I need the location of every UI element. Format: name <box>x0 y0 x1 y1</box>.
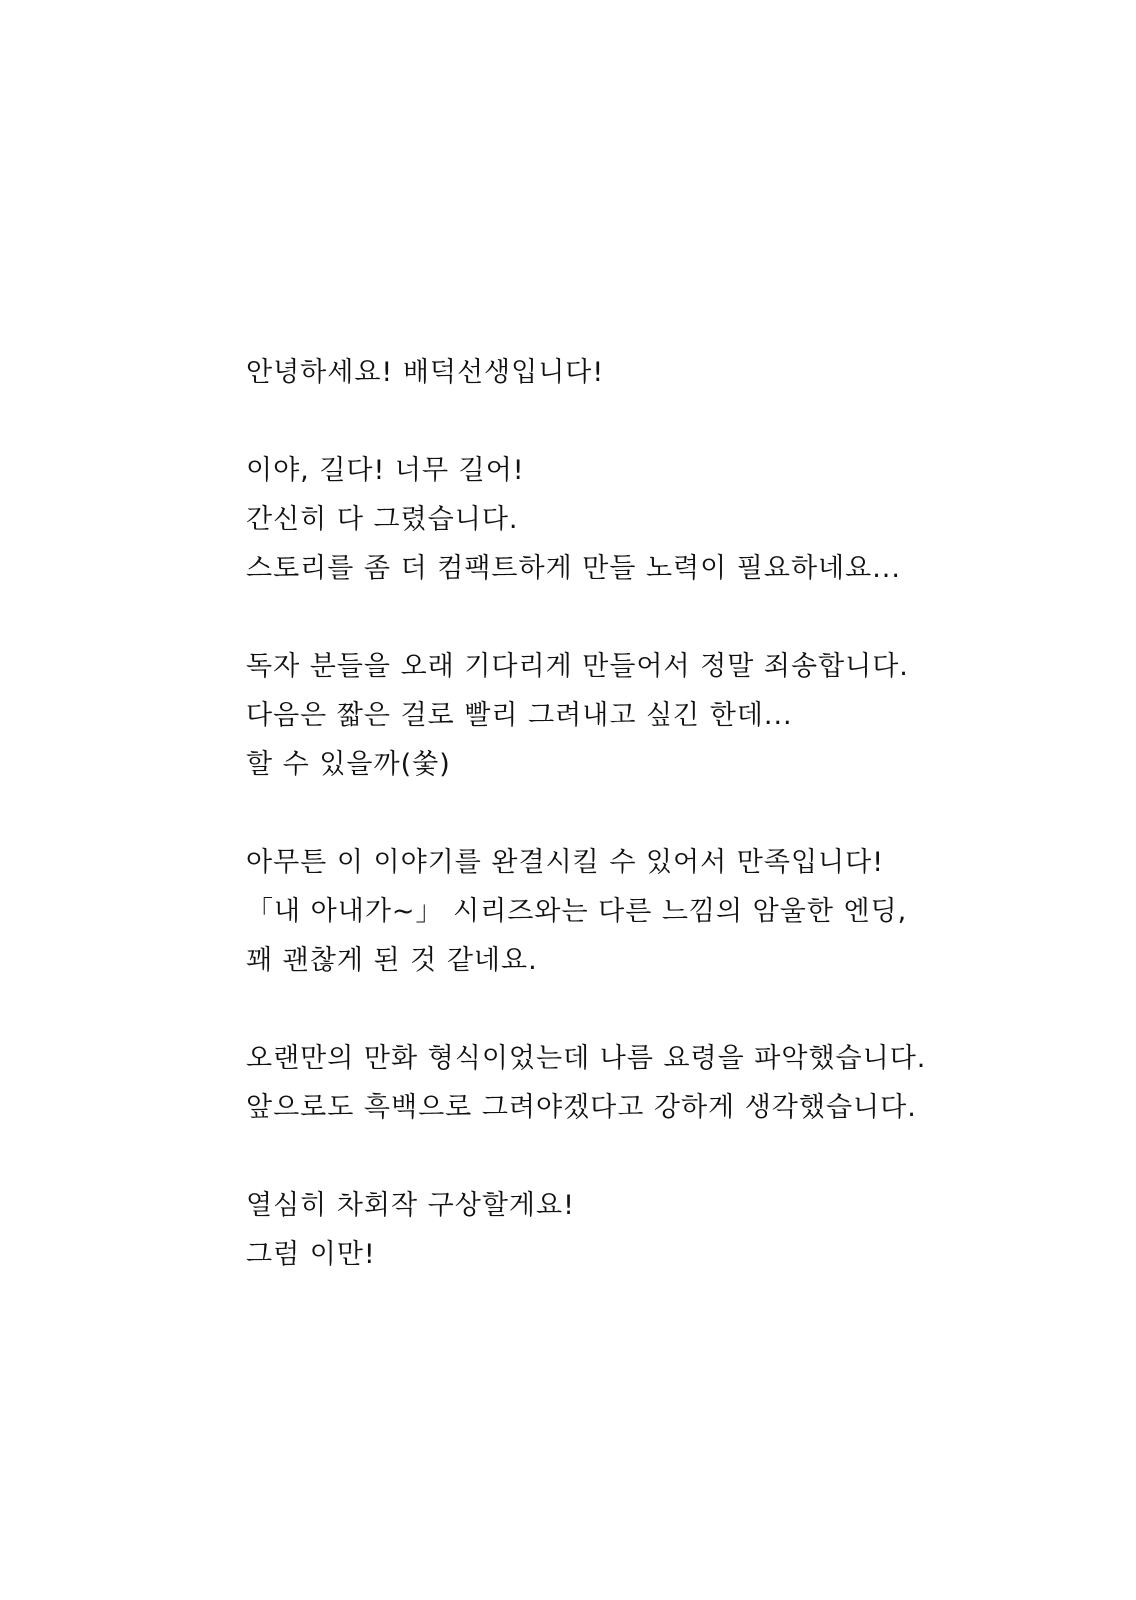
text-line: 열심히 차회작 구상할게요! <box>246 1190 575 1221</box>
text-line: 간신히 다 그렸습니다. <box>246 504 519 535</box>
text-line: 앞으로도 흑백으로 그려야겠다고 강하게 생각했습니다. <box>246 1092 917 1123</box>
paragraph-greeting <box>246 348 1006 397</box>
text-line: 할 수 있을까(쑻) <box>246 749 451 780</box>
afterword-note <box>246 348 1006 1279</box>
paragraph-apology <box>246 642 1006 789</box>
text-line: 안녕하세요! 배덕선생입니다! <box>246 357 605 388</box>
text-line: 독자 분들을 오래 기다리게 만들어서 정말 죄송합니다. <box>246 651 909 682</box>
text-line: 이야, 길다! 너무 길어! <box>246 455 525 486</box>
text-line: 오랜만의 만화 형식이었는데 나름 요령을 파악했습니다. <box>246 1043 927 1074</box>
text-line: 스토리를 좀 더 컴팩트하게 만들 노력이 필요하네요... <box>246 553 901 584</box>
paragraph-length <box>246 446 1006 593</box>
text-line: 「내 아내가~」 시리즈와는 다른 느낌의 암울한 엔딩, <box>246 896 908 927</box>
text-line: 다음은 짧은 걸로 빨리 그려내고 싶긴 한데... <box>246 700 793 731</box>
text-line: 꽤 괜찮게 된 것 같네요. <box>246 945 538 976</box>
paragraph-format <box>246 1034 1006 1132</box>
paragraph-ending <box>246 838 1006 985</box>
text-line: 아무튼 이 이야기를 완결시킬 수 있어서 만족입니다! <box>246 847 885 878</box>
text-line: 그럼 이만! <box>246 1239 376 1270</box>
paragraph-closing <box>246 1181 1006 1279</box>
